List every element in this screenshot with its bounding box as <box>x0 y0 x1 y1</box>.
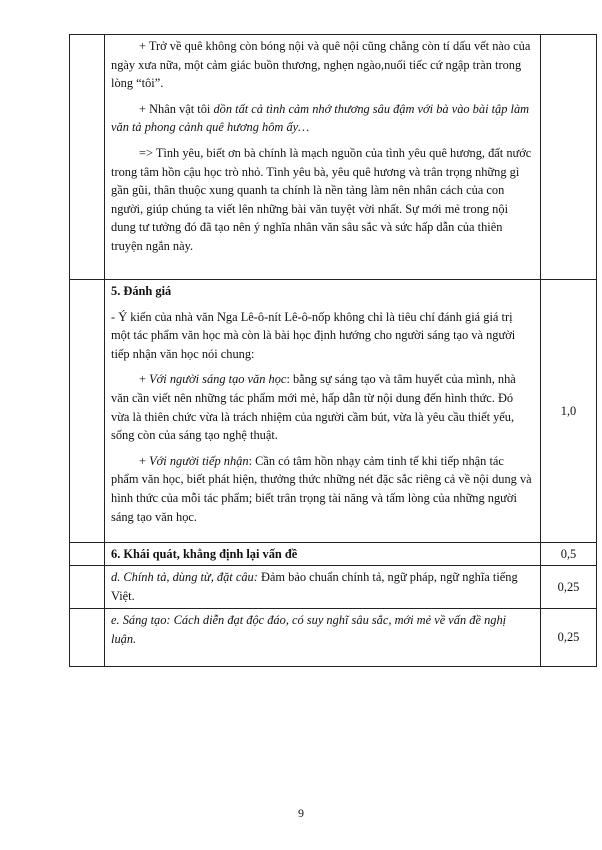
grading-table <box>69 34 597 667</box>
paragraph-italic: e. Sáng tạo: Cách diễn đạt độc đáo, có suy nghĩ sâu sắc, mới mẻ về vấn đề nghị luận. <box>111 613 507 646</box>
score-cell <box>541 35 597 280</box>
paragraph-italic: Với người tiếp nhận <box>149 453 249 468</box>
paragraph-italic: dồn tất cả tình cảm nhớ thương sâu đậm với bà vào bài tập làm văn tả phong cảnh quê hương hôm ấy… <box>111 101 530 135</box>
bullet-plus: + <box>139 372 150 387</box>
content-cell <box>105 566 541 609</box>
paragraph-rest: : Cần có tâm hồn nhạy cảm tinh tế khi tiếp nhận tác phẩm văn học, biết phát hiện, thưởng thức những nét đặc sắc riêng cả về nội dung và hình thức của mỗi tác phẩm; biết trân trọng tài năng và tấm lòng của những người sáng tạo văn học. <box>111 453 532 524</box>
paragraph-rest: Đảm bảo chuẩn chính tả, ngữ pháp, ngữ nghĩa tiếng Việt. <box>111 570 518 603</box>
left-cell <box>70 35 105 280</box>
content-cell <box>105 35 541 280</box>
left-cell <box>70 566 105 609</box>
paragraph-lead: + Nhân vật tôi <box>139 101 214 116</box>
table-row <box>70 609 597 667</box>
paragraph: + Trở về quê không còn bóng nội và quê nội cũng chẳng còn tí dấu vết nào của ngày xưa nữa, một cảm giác buồn thương, nghẹn ngào,nuối tiếc cứ ngập tràn trong lòng “tôi”. <box>111 39 531 91</box>
table-row <box>70 543 597 566</box>
score-cell: 0,25 <box>541 566 597 609</box>
bullet-plus: + <box>139 453 150 468</box>
score-cell: 0,25 <box>541 609 597 667</box>
paragraph <box>111 568 534 605</box>
paragraph-italic: d. Chính tả, dùng từ, đặt câu: <box>111 570 258 584</box>
paragraph <box>111 370 534 444</box>
paragraph: - Ý kiến của nhà văn Nga Lê-ô-nít Lê-ô-nốp không chỉ là tiêu chí đánh giá giá trị một tác phẩm văn học mà còn là bài học định hướng cho người sáng tạo và người tiếp nhận văn học nói chung: <box>111 309 516 361</box>
section-heading: 5. Đánh giá <box>111 284 172 298</box>
paragraph <box>111 452 534 526</box>
left-cell <box>70 280 105 543</box>
table-row <box>70 566 597 609</box>
left-cell <box>70 543 105 566</box>
page-number: 9 <box>298 806 304 820</box>
paragraph: => Tình yêu, biết ơn bà chính là mạch nguồn của tình yêu quê hương, đất nước trong tâm hồn cậu học trò nhỏ. Tình yêu bà, yêu quê hương và trân trọng những gì gần gũi, thân thuộc xung quanh ta chính là nền tảng làm nên nhân cách của con người, giúp chúng ta viết lên những bài văn tuyệt vời nhất. Sự mới mẻ trong nội dung tư tưởng đó đã tạo nên ý nghĩa nhân văn sâu sắc và sức hấp dẫn của thiên truyện ngắn này. <box>111 145 532 253</box>
paragraph <box>111 100 534 137</box>
paragraph-italic: Với người sáng tạo văn học <box>149 372 287 387</box>
score-cell: 1,0 <box>541 280 597 543</box>
paragraph <box>111 611 534 648</box>
score-cell: 0,5 <box>541 543 597 566</box>
paragraph-rest: : bằng sự sáng tạo và tâm huyết của mình, nhà văn cần viết nên những tác phẩm mới mẻ, hấp dẫn từ nội dung đến hình thức. Đó vừa là thiên chức vừa là trách nhiệm của người cầm bút, vừa là yêu cầu thiết yếu, sống còn của sáng tạo nghệ thuật. <box>111 372 516 443</box>
section-heading: 6. Khái quát, khẳng định lại vấn đề <box>111 546 298 561</box>
content-cell <box>105 609 541 667</box>
table-row <box>70 280 597 543</box>
content-cell <box>105 280 541 543</box>
table-row <box>70 35 597 280</box>
content-cell <box>105 543 541 566</box>
left-cell <box>70 609 105 667</box>
